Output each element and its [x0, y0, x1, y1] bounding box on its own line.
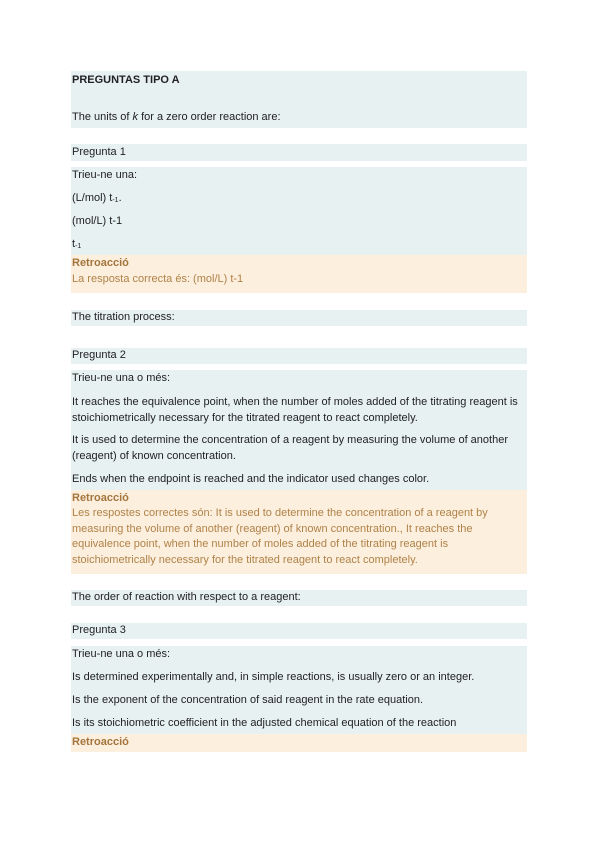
question-3-option-3[interactable]: Is its stoichiometric coefficient in the adjusted chemical equation of the reaction	[72, 717, 457, 729]
question-3-prompt: The order of reaction with respect to a reagent:	[72, 591, 301, 603]
question-2-label-block	[71, 348, 527, 364]
question-2-feedback	[71, 490, 527, 574]
feedback-text: La resposta correcta és: (mol/L) t-1	[72, 273, 244, 285]
question-1-option-1[interactable]: (L/mol) $t_{-1}$.	[72, 192, 122, 204]
question-2-option-3[interactable]: Ends when the endpoint is reached and the indicator used changes color.	[72, 473, 430, 485]
question-2-prompt-block	[71, 310, 527, 326]
question-3-label-block	[71, 623, 527, 639]
question-3-body	[71, 646, 527, 734]
question-2-option-1[interactable]: It reaches the equivalence point, when the number of moles added of the titrating reagent is stoichiometrically necessary for the titrated reagent to react completely.	[72, 396, 518, 424]
question-1-label-block	[71, 144, 527, 161]
question-1-option-3[interactable]: $t_{-1}$	[72, 238, 82, 250]
variable-k: k	[132, 111, 139, 123]
question-1-option-2[interactable]: (mol/L) t-1	[72, 215, 123, 227]
question-1-prompt: The units of k for a zero order reaction are:	[72, 111, 281, 123]
question-3-option-2[interactable]: Is the exponent of the concentration of said reagent in the rate equation.	[72, 694, 424, 706]
question-3-label: Pregunta 3	[72, 624, 126, 636]
question-1-label: Pregunta 1	[72, 146, 126, 158]
question-2-body	[71, 370, 527, 490]
question-2-instruction: Trieu-ne una o més:	[72, 372, 171, 384]
question-header-block	[71, 71, 527, 128]
question-2-prompt: The titration process:	[72, 311, 175, 323]
feedback-title: Retroacció	[72, 736, 129, 748]
feedback-text: Les respostes correctes són: It is used to determine the concentration of a reagent by measuring the volume of another (reagent) of known concentration., It reaches the equivalence point, when the number of moles added of the titrating reagent is stoichiometrically necessary for the titrated reagent to react completely.	[72, 507, 488, 566]
question-3-option-1[interactable]: Is determined experimentally and, in simple reactions, is usually zero or an integer.	[72, 671, 475, 683]
feedback-title: Retroacció	[72, 257, 129, 269]
question-3-instruction: Trieu-ne una o més:	[72, 648, 171, 660]
question-1-body	[71, 167, 527, 255]
question-2-label: Pregunta 2	[72, 349, 126, 361]
question-2-option-2[interactable]: It is used to determine the concentration of a reagent by measuring the volume of another (reagent) of known concentration.	[72, 434, 508, 462]
question-3-prompt-block	[71, 590, 527, 606]
question-1-feedback	[71, 255, 527, 293]
question-1-instruction: Trieu-ne una:	[72, 169, 138, 181]
question-3-feedback	[71, 734, 527, 752]
feedback-title: Retroacció	[72, 492, 129, 504]
section-title: PREGUNTAS TIPO A	[72, 74, 180, 86]
